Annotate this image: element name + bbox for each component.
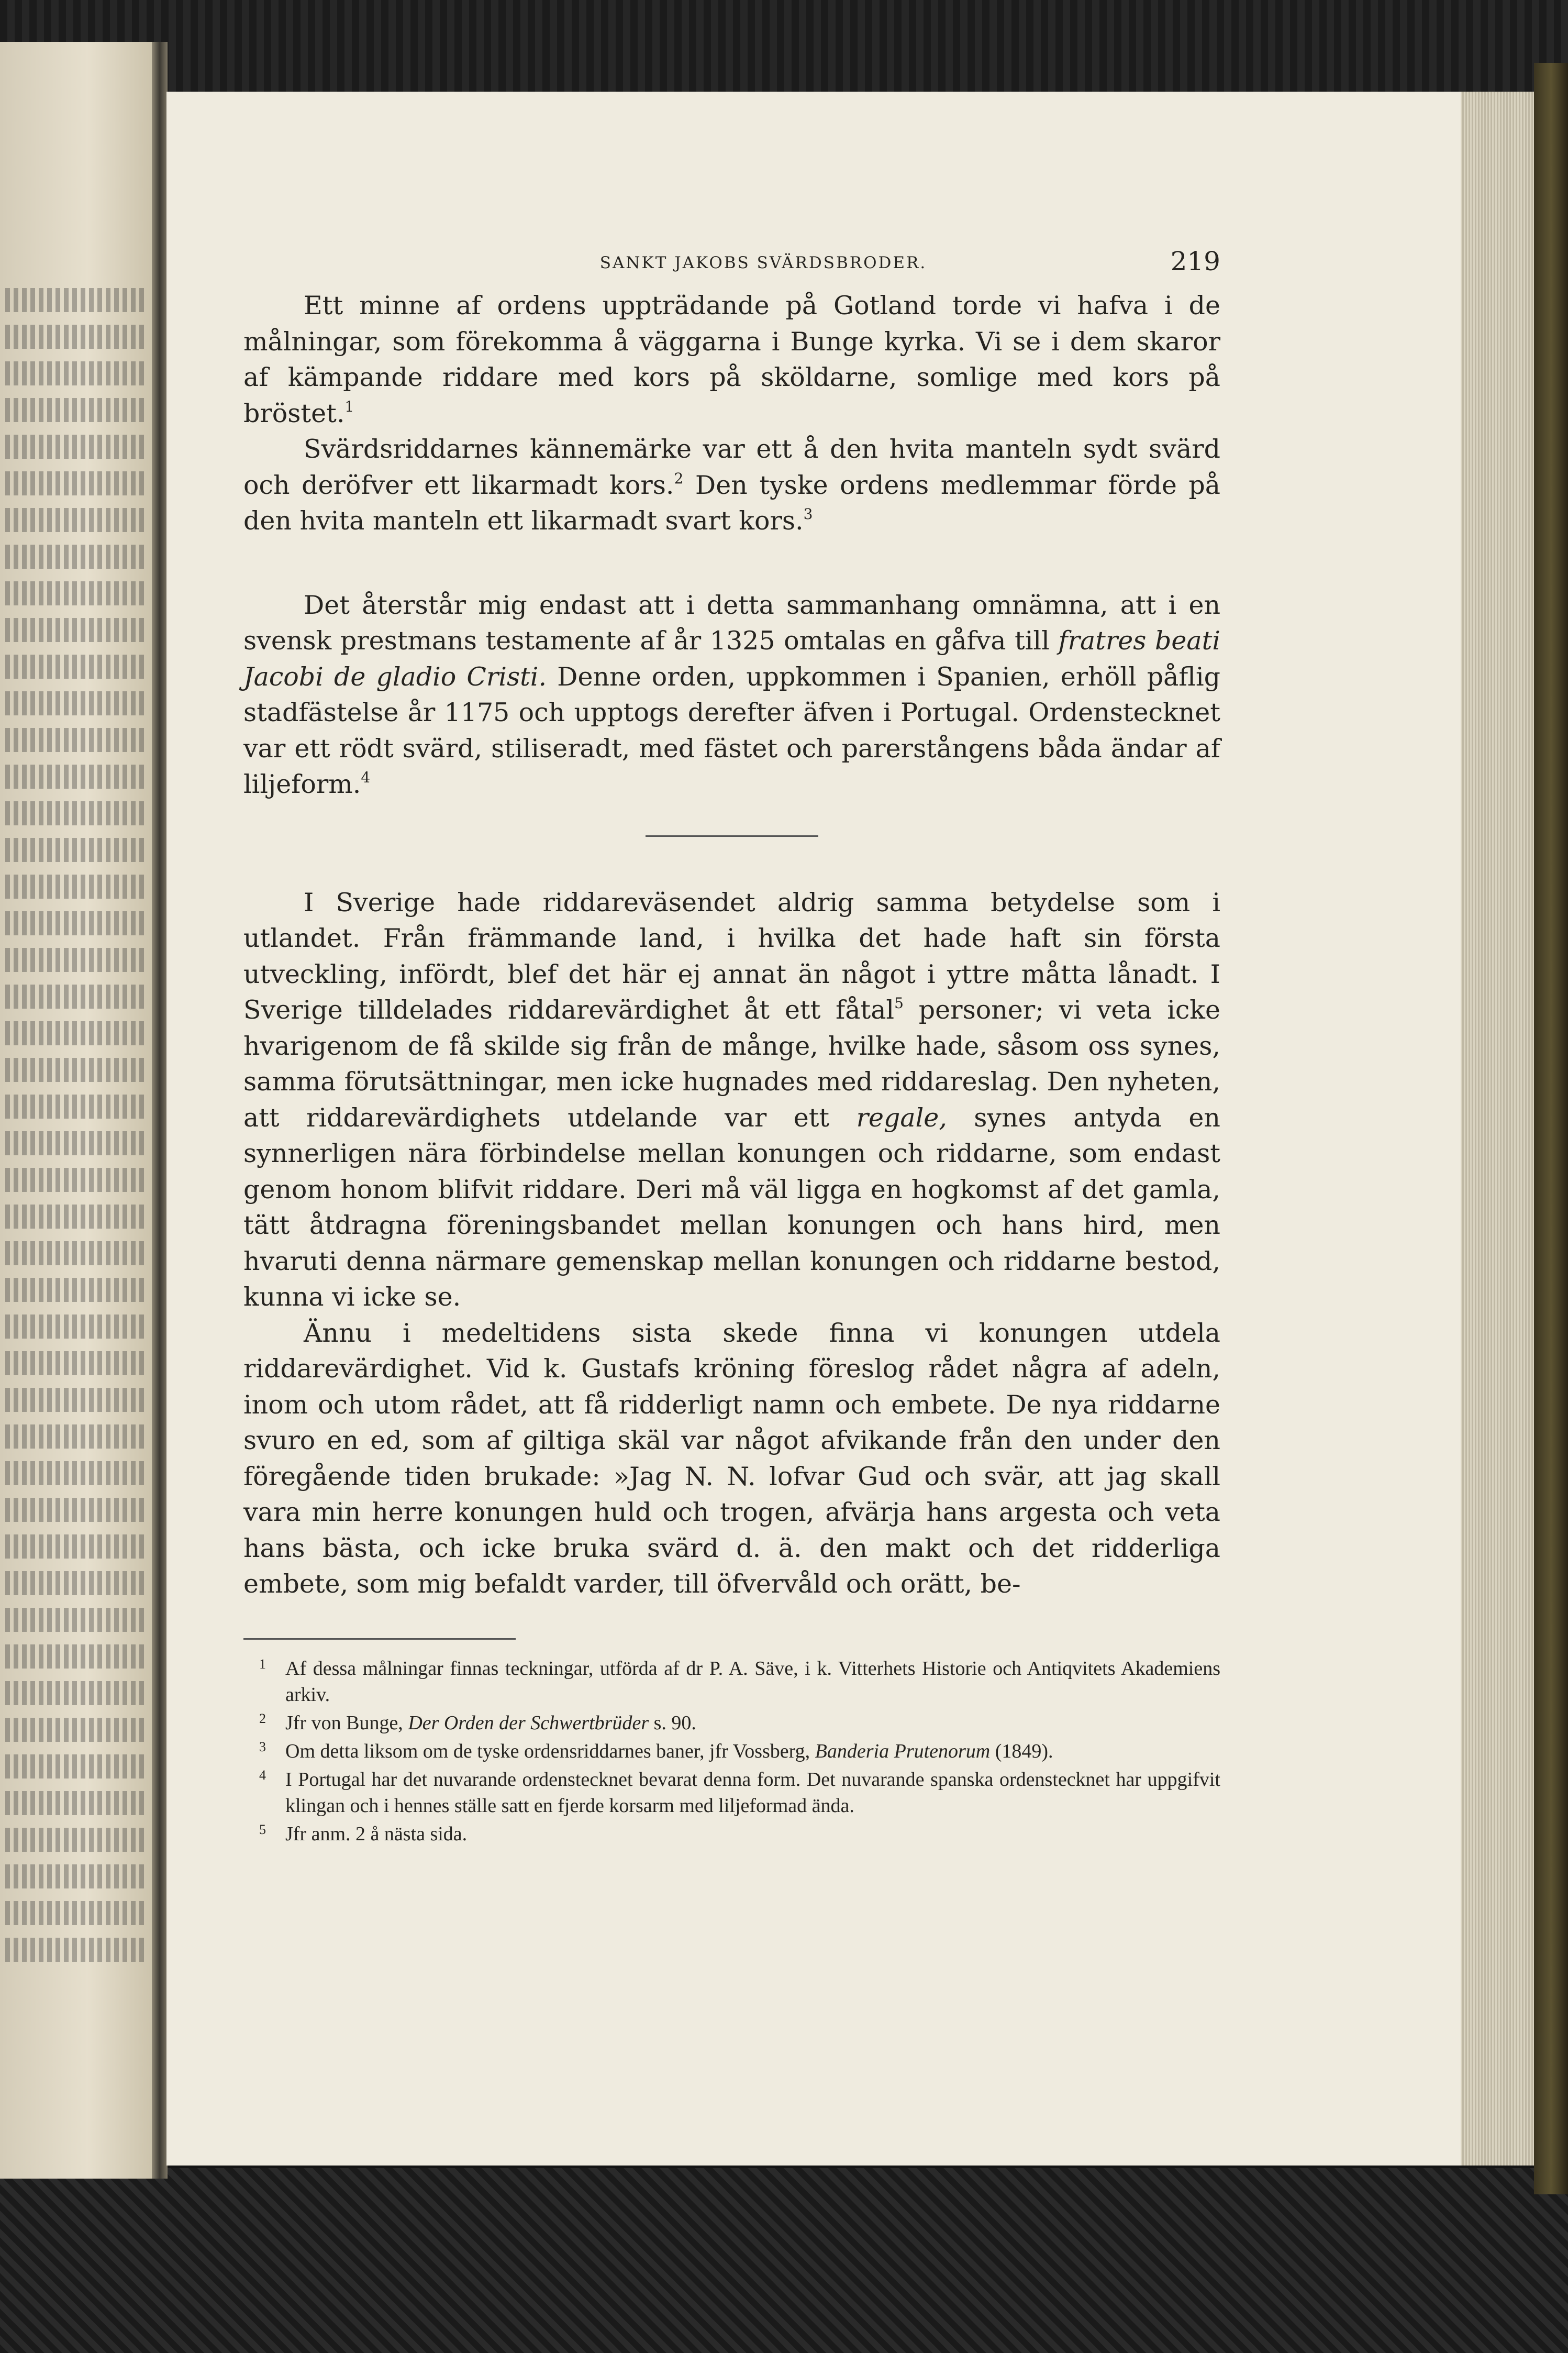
footnotes xyxy=(243,1655,1220,1847)
footnote-divider xyxy=(243,1638,516,1640)
running-title: SANKT JAKOBS SVÄRDSBRODER. xyxy=(599,253,927,272)
footnote: 1 Af dessa målningar finnas teckningar, utförda af dr P. A. Säve, i k. Vitterhets Historie och Antiqvitets Akademiens arkiv. xyxy=(259,1656,1220,1706)
page-edges xyxy=(1461,92,1534,2166)
facing-page-left xyxy=(0,42,160,2179)
page-text xyxy=(243,246,1220,1849)
paragraph: I Sverige hade riddareväsendet aldrig samma betydelse som i utlandet. Från främmande land, i hvilka det hade haft sin första utveckling, infördt, blef det här ej annat än något i yttre måtta lånadt. I Sverige tilldelades riddarevärdighet åt ett fåtal$^5$ personer; vi veta icke hvarigenom de få skilde sig från de månge, hvilke hade, såsom oss synes, samma förutsättningar, men icke hugnades med riddareslag. Den nyheten, att riddarevärdighets utdelande var ett regale, synes antyda en synnerligen nära förbindelse mellan konungen och riddarne, som endast genom honom blifvit riddare. Deri må väl ligga en hogkomst af det gamla, tätt åtdragna föreningsbandet mellan konungen och hans hird, men hvaruti denna närmare gemenskap mellan konungen och riddarne bestod, kunna vi icke se. xyxy=(243,887,1221,1312)
book-cover-cloth-bottom xyxy=(0,2168,1568,2353)
book-spine xyxy=(1534,63,1568,2194)
footnote-ref: 2 xyxy=(674,469,684,487)
footnote: 3 Om detta liksom om de tyske ordensriddarnes baner, jfr Vossberg, Banderia Prutenorum (1849). xyxy=(259,1739,1053,1762)
footnote: 2 Jfr von Bunge, Der Orden der Schwertbrüder s. 90. xyxy=(259,1710,696,1734)
footnote-ref: 3 xyxy=(803,505,813,523)
footnote: 4 I Portugal har det nuvarande ordenstecknet bevarat denna form. Det nuvarande spanska ordenstecknet har uppgifvit klingan och i hennes ställe satt en fjerde korsarm med liljeformad ända. xyxy=(259,1767,1220,1817)
paragraph: Svärdsriddarnes kännemärke var ett å den hvita manteln sydt svärd och deröfver ett likarmadt kors.$^2$ Den tyske ordens medlemmar förde på den hvita manteln ett likarmadt svart kors.$^3$ xyxy=(243,434,1220,536)
paragraph: Ett minne af ordens uppträdande på Gotland torde vi hafva i de målningar, som förekomma å väggarna i Bunge kyrka. Vi se i dem skaror af kämpande riddare med kors på sköldarne, somlige med kors på bröstet.$^1$ xyxy=(243,291,1220,428)
paragraph: Ännu i medeltidens sista skede finna vi konungen utdela riddarevärdighet. Vid k. Gustafs kröning föreslog rådet några af adeln, inom och utom rådet, att få ridderligt namn och embete. De nya riddarne svuro en ed, som af giltiga skäl var något afvikande från den under den föregående tiden brukade: »Jag N. N. lofvar Gud och svär, att jag skall vara min herre konungen huld och trogen, afvärja hans argesta och veta hans bästa, och icke bruka svärd d. ä. den makt och det ridderliga embete, som mig befaldt varder, till öfvervåld och orätt, be- xyxy=(243,1318,1220,1599)
paragraph: Det återstår mig endast att i detta sammanhang omnämna, att i en svensk prestmans testamente af år 1325 omtalas en gåfva till fratres beati Jacobi de gladio Cristi. Denne orden, uppkommen i Spanien, erhöll påflig stadfästelse år 1175 och upptogs derefter äfven i Portugal. Ordenstecknet var ett rödt svärd, stiliseradt, med fästet och parerstångens båda ändar af liljeform.$^4$ xyxy=(243,590,1221,799)
page-header xyxy=(243,246,1220,288)
book-cover-cloth-top xyxy=(0,0,1568,105)
page-number: 219 xyxy=(1170,246,1220,277)
facing-page-text-blur xyxy=(5,288,144,1974)
footnote-ref: 5 xyxy=(894,995,904,1012)
footnote-ref: 1 xyxy=(344,397,354,415)
footnote: 5 Jfr anm. 2 å nästa sida. xyxy=(259,1821,468,1845)
footnote-ref: 4 xyxy=(361,769,371,786)
book-gutter xyxy=(152,42,168,2179)
